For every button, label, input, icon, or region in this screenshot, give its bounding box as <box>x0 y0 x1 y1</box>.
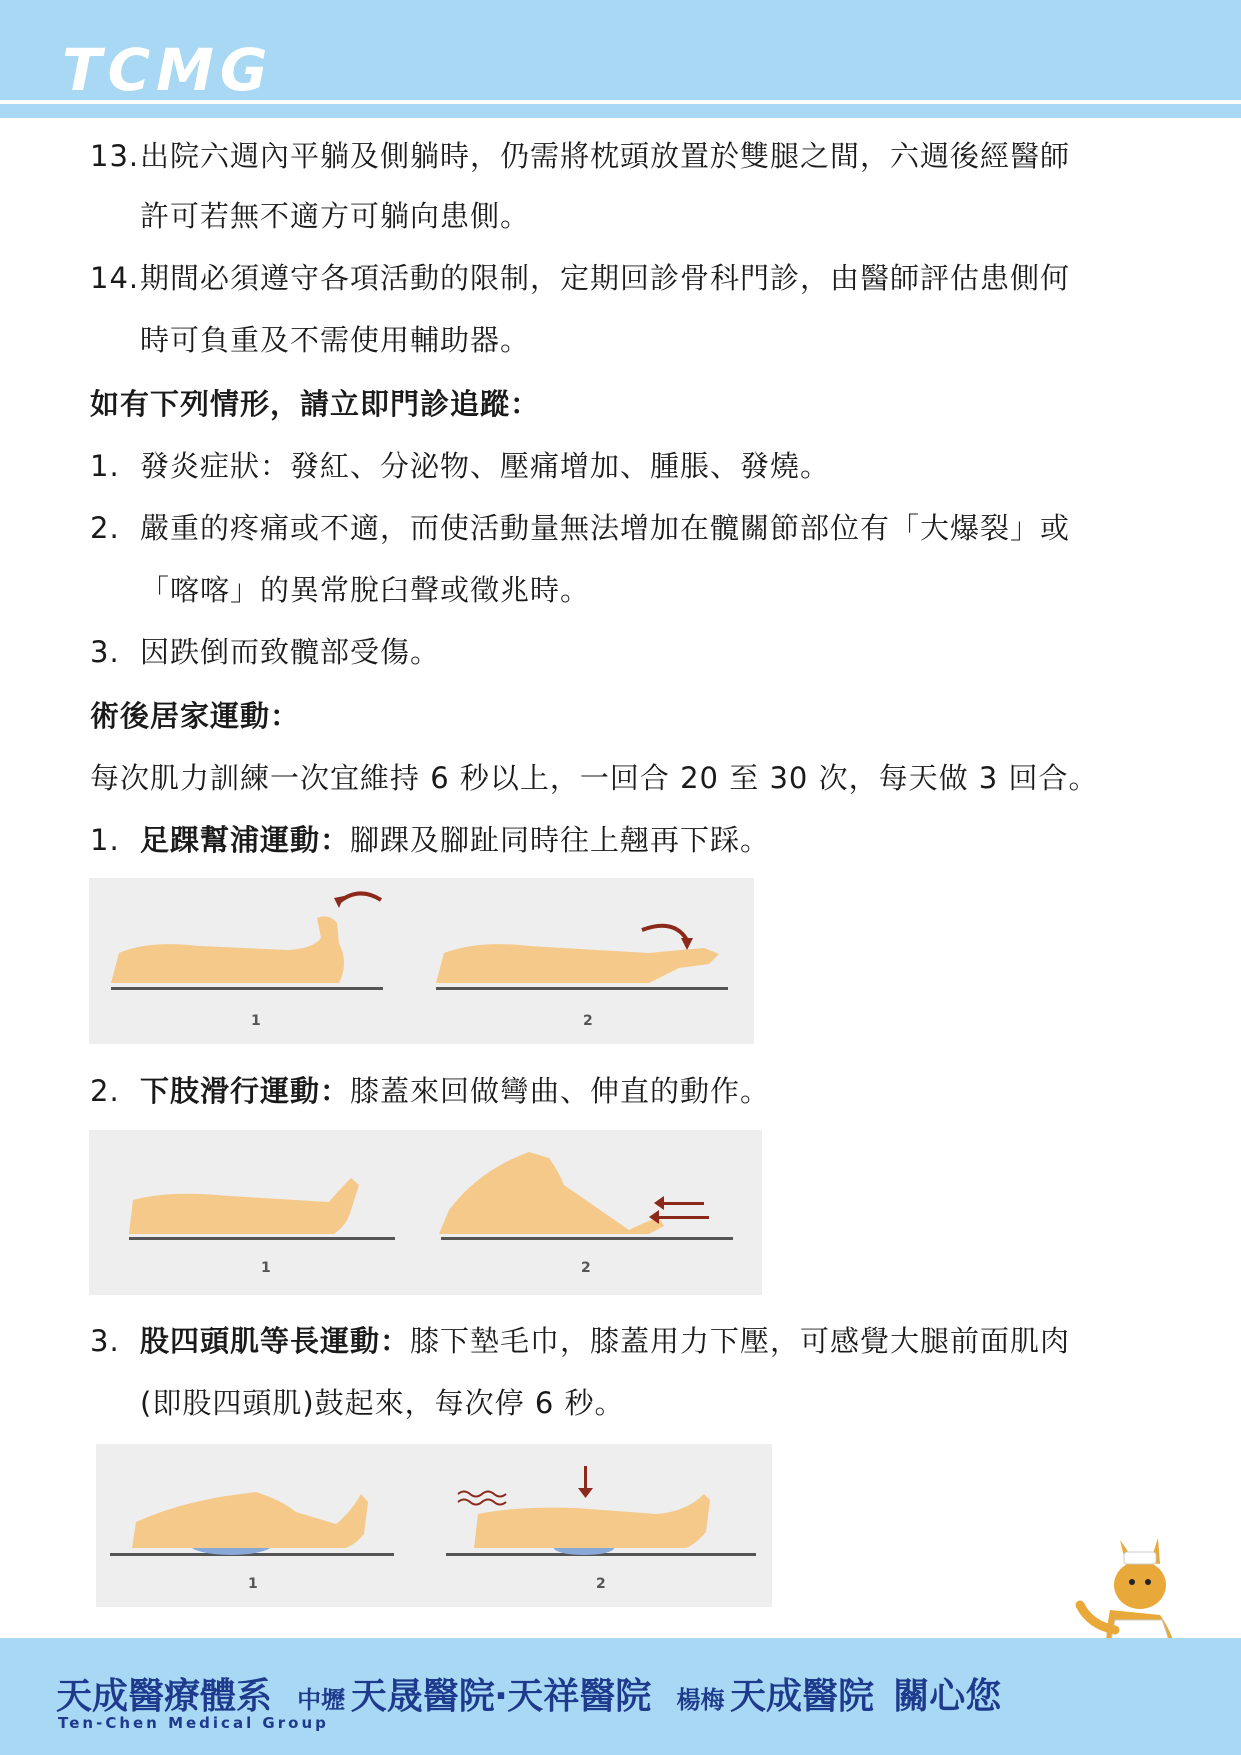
ankle-pump-figure <box>89 878 754 1044</box>
leg-illustration <box>439 1152 664 1234</box>
item-text: 嚴重的疼痛或不適，而使活動量無法增加在髖關節部位有「大爆裂」或 <box>140 511 1071 545</box>
warning-item-2-cont: 「喀喀」的異常脫臼聲或徵兆時。 <box>140 573 591 607</box>
footer-slogan <box>56 1668 1001 1719</box>
leg-illustration <box>129 1178 359 1234</box>
muscle-wave-icon <box>458 1492 506 1497</box>
arrow-line <box>659 1216 709 1219</box>
mascot-head <box>1114 1561 1166 1609</box>
arrow-head <box>654 1196 664 1210</box>
leg-illustration <box>436 944 719 983</box>
item-number: 3. <box>90 635 120 669</box>
arrow-head <box>578 1488 593 1498</box>
exercise-intro: 每次肌力訓練一次宜維持 6 秒以上，一回合 20 至 30 次，每天做 3 回合。 <box>90 761 1099 795</box>
leg-illustration <box>132 1492 368 1548</box>
floor-line <box>129 1237 395 1240</box>
exercise-item-3 <box>90 1321 1070 1361</box>
arrow-head <box>681 938 693 950</box>
figure-label-2: 2 <box>581 1260 591 1276</box>
exercise-item-3-cont: (即股四頭肌)鼓起來，每次停 6 秒。 <box>140 1386 625 1420</box>
figure-label-1: 1 <box>248 1576 258 1592</box>
exercise-title: 足踝幫浦運動： <box>140 823 351 857</box>
page-footer <box>0 1638 1241 1755</box>
list-item-14 <box>90 258 1070 298</box>
page-header-band <box>0 0 1241 104</box>
exercise-text: 膝蓋來回做彎曲、伸直的動作。 <box>350 1074 771 1108</box>
floor-line <box>441 1237 733 1240</box>
nurse-cap <box>1124 1552 1156 1564</box>
exercise-title: 股四頭肌等長運動： <box>140 1324 411 1358</box>
leg-illustration <box>474 1494 710 1548</box>
leg-illustration <box>111 916 344 983</box>
exercise-title: 下肢滑行運動： <box>140 1074 351 1108</box>
figure-label-2: 2 <box>596 1576 606 1592</box>
item-text: 期間必須遵守各項活動的限制，定期回診骨科門診，由醫師評估患側何 <box>140 261 1071 295</box>
item-number: 1. <box>90 449 120 483</box>
warning-heading: 如有下列情形，請立即門診追蹤： <box>90 387 541 421</box>
warning-item-2 <box>90 508 1070 548</box>
figure-label-1: 1 <box>261 1260 271 1276</box>
muscle-wave-icon <box>458 1500 506 1505</box>
exercise-item-1 <box>90 820 770 860</box>
floor-line <box>436 987 728 990</box>
quad-set-figure <box>96 1444 772 1607</box>
tcmg-logo: TCMG <box>62 36 274 104</box>
care-text: 關心您 <box>893 1676 1002 1717</box>
exercise-heading: 術後居家運動： <box>90 699 301 733</box>
group-english-name: Ten-Chen Medical Group <box>58 1714 329 1732</box>
arrow-head <box>334 896 344 908</box>
curved-arrow-icon <box>642 926 687 940</box>
list-item-13 <box>90 136 1070 176</box>
mascot-eye <box>1145 1579 1151 1585</box>
curved-arrow-icon <box>339 893 381 902</box>
arrow-line <box>664 1202 704 1205</box>
location-zhongli: 中壢 <box>297 1686 346 1714</box>
item-number: 13. <box>90 139 140 173</box>
floor-line <box>111 987 383 990</box>
item-number: 2. <box>90 1074 120 1108</box>
figure-label-1: 1 <box>251 1013 261 1029</box>
item-text: 因跌倒而致髖部受傷。 <box>140 635 441 669</box>
warning-item-1 <box>90 446 830 486</box>
location-yangmei: 楊梅 <box>676 1686 725 1714</box>
hospital-names-1: 天晟醫院‧天祥醫院 <box>350 1676 652 1717</box>
item-text: 出院六週內平躺及側躺時，仍需將枕頭放置於雙腿之間，六週後經醫師 <box>140 139 1071 173</box>
warning-item-3 <box>90 632 440 672</box>
header-divider <box>0 104 1241 118</box>
exercise-text: 腳踝及腳趾同時往上翹再下踩。 <box>350 823 771 857</box>
item-text: 發炎症狀：發紅、分泌物、壓痛增加、腫脹、發燒。 <box>140 449 831 483</box>
leg-slide-figure <box>89 1130 762 1295</box>
exercise-text: 膝下墊毛巾，膝蓋用力下壓，可感覺大腿前面肌肉 <box>410 1324 1071 1358</box>
item-number: 3. <box>90 1324 120 1358</box>
item-number: 14. <box>90 261 140 295</box>
mascot-eye <box>1129 1579 1135 1585</box>
list-item-13-cont: 許可若無不適方可躺向患側。 <box>140 199 531 233</box>
group-name: 天成醫療體系 <box>56 1676 273 1717</box>
hospital-names-2: 天成醫院 <box>730 1676 875 1717</box>
item-number: 1. <box>90 823 120 857</box>
exercise-item-2 <box>90 1071 770 1111</box>
item-number: 2. <box>90 511 120 545</box>
list-item-14-cont: 時可負重及不需使用輔助器。 <box>140 323 531 357</box>
figure-label-2: 2 <box>583 1013 593 1029</box>
